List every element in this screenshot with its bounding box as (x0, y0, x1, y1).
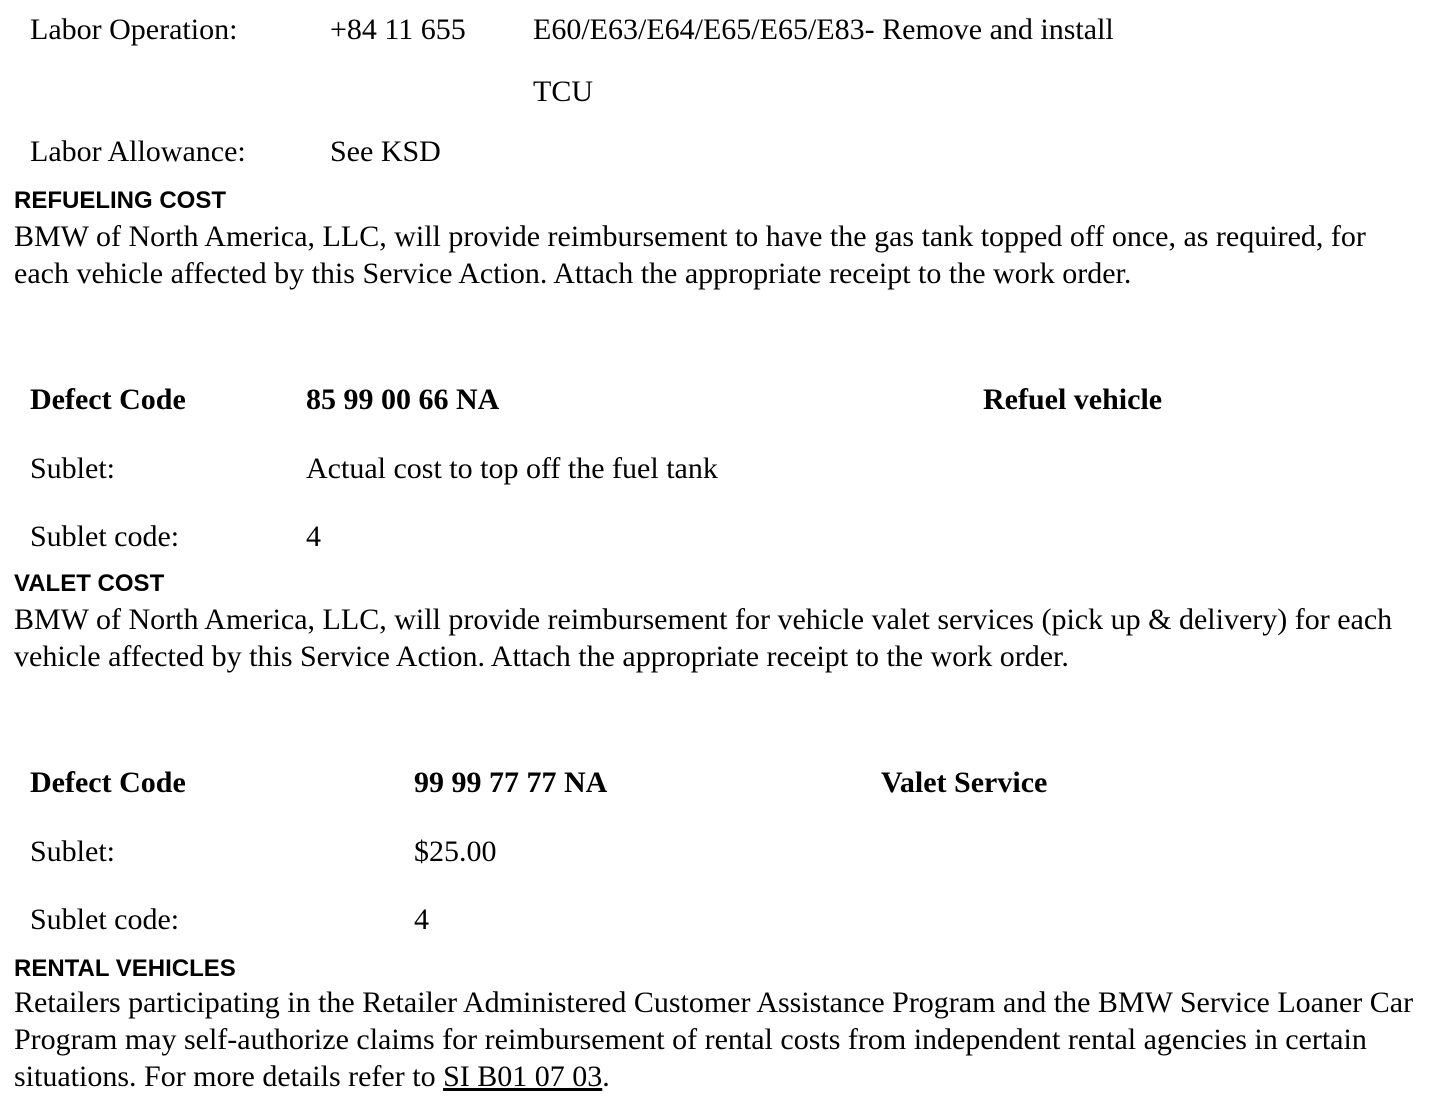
valet-heading: VALET COST (14, 570, 165, 597)
rental-paragraph-text: Retailers participating in the Retailer Administered Customer Assistance Program and the BMW Service Loaner Car Program may self-authorize claims for reimbursement of rental costs from independent rental agencies in certain situations. For more details refer to (14, 986, 1414, 1093)
valet-paragraph: BMW of North America, LLC, will provide reimbursement for vehicle valet services (pick up & delivery) for each vehicle affected by this Service Action. Attach the appropriate receipt to the work order. (14, 603, 1393, 673)
valet-sublet-code-value: 4 (414, 903, 429, 936)
rental-heading: RENTAL VEHICLES (14, 955, 236, 982)
labor-operation-code: +84 11 655 (330, 13, 466, 46)
valet-sublet-code-label: Sublet code: (30, 903, 180, 936)
valet-defect-description: Valet Service (881, 766, 1048, 799)
valet-sublet-label: Sublet: (30, 835, 116, 868)
refueling-sublet-code-label: Sublet code: (30, 520, 180, 553)
rental-paragraph (14, 984, 1424, 1095)
refueling-paragraph: BMW of North America, LLC, will provide reimbursement to have the gas tank topped off once, as required, for each vehicle affected by this Service Action. Attach the appropriate receipt to the work order. (14, 220, 1366, 290)
valet-sublet-value: $25.00 (414, 835, 497, 868)
refueling-defect-label: Defect Code (30, 383, 186, 416)
refueling-sublet-value: Actual cost to top off the fuel tank (306, 452, 718, 485)
refueling-heading: REFUELING COST (14, 187, 227, 214)
valet-defect-label: Defect Code (30, 766, 186, 799)
labor-operation-description: E60/E63/E64/E65/E65/E83- Remove and install (533, 13, 1114, 46)
rental-paragraph-end: . (602, 1060, 610, 1093)
refueling-sublet-code-value: 4 (306, 520, 321, 553)
si-reference-link[interactable]: SI B01 07 03 (443, 1060, 603, 1093)
refueling-defect-code: 85 99 00 66 NA (306, 383, 500, 416)
labor-operation-label: Labor Operation: (30, 13, 238, 46)
labor-operation-description-cont: TCU (533, 75, 593, 108)
refueling-defect-description: Refuel vehicle (983, 383, 1163, 416)
labor-allowance-value: See KSD (330, 135, 441, 168)
refueling-sublet-label: Sublet: (30, 452, 116, 485)
labor-allowance-label: Labor Allowance: (30, 135, 246, 168)
valet-defect-code: 99 99 77 77 NA (414, 766, 608, 799)
